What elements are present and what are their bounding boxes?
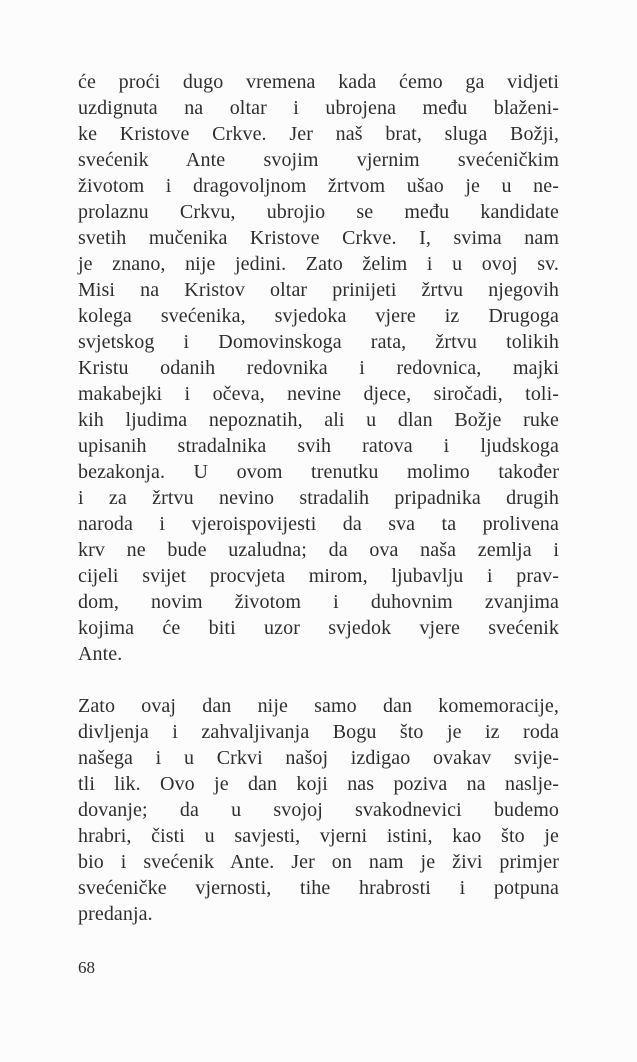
text-line: životom i dragovoljnom žrtvom ušao je u ne- — [78, 175, 559, 197]
paragraph — [78, 693, 559, 927]
text-line: svećenik Ante svojim vjernim svećeničkim — [78, 149, 559, 171]
text-line: svjetskog i Domovinskoga rata, žrtvu tolikih — [78, 331, 559, 353]
text-line: krv ne bude uzaludna; da ova naša zemlja i — [78, 539, 559, 561]
text-line: uzdignuta na oltar i ubrojena među blaženi- — [78, 97, 559, 119]
text-line: upisanih stradalnika svih ratova i ljudskoga — [78, 435, 559, 457]
text-line: prolaznu Crkvu, ubrojio se među kandidate — [78, 201, 559, 223]
text-line: će proći dugo vremena kada ćemo ga vidjeti — [78, 71, 559, 93]
text-line: Misi na Kristov oltar prinijeti žrtvu njegovih — [78, 279, 559, 301]
text-line: ke Kristove Crkve. Jer naš brat, sluga Božji, — [78, 123, 559, 145]
text-line: bio i svećenik Ante. Jer on nam je živi primjer — [78, 851, 559, 873]
page-number: 68 — [78, 958, 95, 977]
text-line: svećeničke vjernosti, tihe hrabrosti i potpuna — [78, 877, 559, 899]
text-line: predanja. — [78, 903, 153, 925]
paragraph — [78, 69, 559, 667]
text-line: i za žrtvu nevino stradalih pripadnika drugih — [78, 487, 559, 509]
text-line: Zato ovaj dan nije samo dan komemoracije, — [78, 695, 559, 717]
text-line: kojima će biti uzor svjedok vjere svećenik — [78, 617, 559, 639]
page-text — [78, 69, 559, 927]
text-line: naroda i vjeroispovijesti da sva ta prolivena — [78, 513, 559, 535]
text-line: hrabri, čisti u savjesti, vjerni istini, kao što je — [78, 825, 559, 847]
text-line: Ante. — [78, 643, 123, 665]
text-line: divljenja i zahvaljivanja Bogu što je iz roda — [78, 721, 559, 743]
text-line: je znano, nije jedini. Zato želim i u ovoj sv. — [78, 253, 559, 275]
text-line: cijeli svijet procvjeta mirom, ljubavlju i prav- — [78, 565, 559, 587]
text-line: bezakonja. U ovom trenutku molimo također — [78, 461, 559, 483]
text-line: dovanje; da u svojoj svakodnevici budemo — [78, 799, 559, 821]
text-line: kolega svećenika, svjedoka vjere iz Drugoga — [78, 305, 559, 327]
text-line: kih ljudima nepoznatih, ali u dlan Božje ruke — [78, 409, 559, 431]
text-line: Kristu odanih redovnika i redovnica, majki — [78, 357, 559, 379]
text-line: tli lik. Ovo je dan koji nas poziva na naslje- — [78, 773, 559, 795]
text-line: svetih mučenika Kristove Crkve. I, svima nam — [78, 227, 559, 249]
text-line: dom, novim životom i duhovnim zvanjima — [78, 591, 559, 613]
text-line: našega i u Crkvi našoj izdigao ovakav svije- — [78, 747, 559, 769]
text-line: makabejki i očeva, nevine djece, siročadi, toli- — [78, 383, 559, 405]
